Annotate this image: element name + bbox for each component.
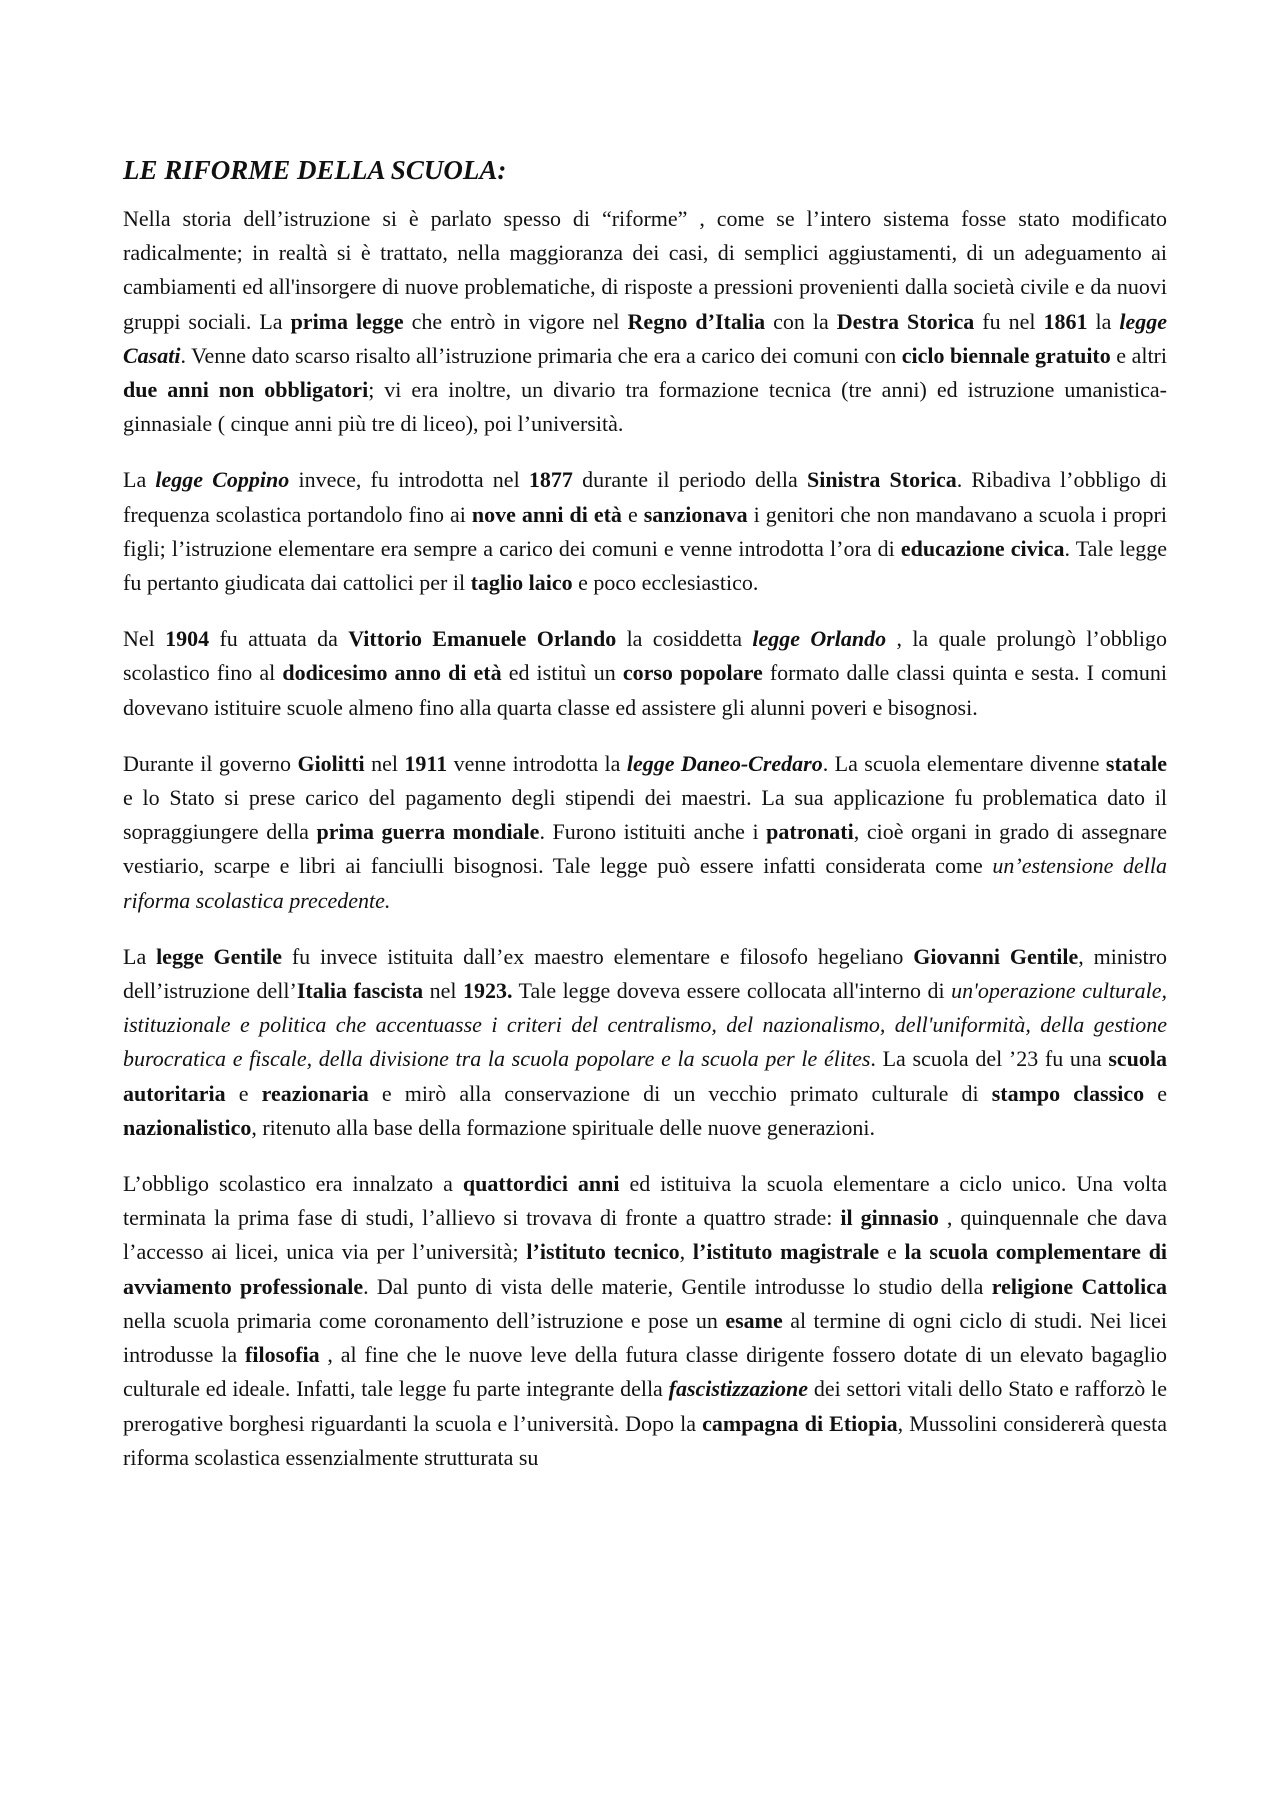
emphasis-text: statale: [1105, 750, 1167, 776]
emphasis-text: legge Coppino: [155, 467, 290, 493]
text-run: e: [225, 1080, 262, 1106]
text-run: nel: [364, 750, 405, 776]
emphasis-text: un'operazione culturale, istituzionale e politica che accentuasse i criteri del centralismo, del nazionalismo, dell'uniformità, della gestione burocratica e fiscale, della divisione tra la scuola popolare e la scuola per le élites: [123, 978, 1167, 1072]
text-run: e altri: [1110, 342, 1167, 368]
text-run: al termine di ogni ciclo di studi. Nei licei introdusse la: [123, 1307, 1167, 1368]
emphasis-text: reazionaria: [261, 1080, 369, 1106]
emphasis-text: legge Orlando: [752, 626, 887, 652]
emphasis-text: campagna di Etiopia: [702, 1410, 898, 1436]
text-run: . Ribadiva l’obbligo di frequenza scolastica portandolo fino ai: [123, 467, 1168, 527]
emphasis-text: legge Casati: [123, 308, 1167, 368]
emphasis-text: religione Cattolica: [991, 1273, 1167, 1299]
text-run: La: [123, 467, 156, 493]
emphasis-text: un’estensione della riforma scolastica precedente.: [123, 853, 1167, 913]
text-run: nel: [423, 978, 463, 1004]
text-run: . Furono istituiti anche i: [539, 819, 767, 845]
text-run: fu invece istituita dall’ex maestro elementare e filosofo hegeliano: [282, 943, 914, 969]
emphasis-text: Giovanni Gentile: [913, 943, 1079, 969]
emphasis-text: educazione civica: [900, 535, 1065, 561]
emphasis-text: nazionalistico: [123, 1114, 252, 1140]
emphasis-text: Italia fascista: [296, 978, 424, 1004]
emphasis-text: stampo classico: [991, 1080, 1145, 1106]
emphasis-text: prima guerra mondiale: [316, 819, 540, 845]
text-run: , ritenuto alla base della formazione spirituale delle nuove generazioni.: [251, 1114, 876, 1140]
text-run: durante il periodo della: [572, 467, 807, 493]
emphasis-text: 1911: [404, 750, 448, 776]
text-run: invece, fu introdotta nel: [289, 467, 529, 493]
emphasis-text: la scuola complementare di avviamento professionale: [123, 1239, 1168, 1299]
text-run: fu attuata da: [209, 626, 349, 652]
emphasis-text: esame: [725, 1307, 783, 1333]
text-run: , la quale prolungò l’obbligo scolastico fino al: [123, 626, 1167, 686]
text-run: e lo Stato si prese carico del pagamento degli stipendi dei maestri. La sua applicazione fu problematica dato il sopraggiungere della: [123, 785, 1167, 845]
text-run: e mirò alla conservazione di un vecchio primato culturale di: [368, 1080, 992, 1106]
paragraph: [123, 747, 1167, 918]
text-run: con la: [765, 308, 837, 334]
text-run: La: [123, 943, 157, 969]
emphasis-text: due anni non obbligatori: [123, 377, 369, 403]
text-run: , ministro dell’istruzione dell’: [123, 943, 1167, 1004]
emphasis-text: Vittorio Emanuele Orlando: [348, 626, 617, 652]
text-run: ; vi era inoltre, un divario tra formazione tecnica (tre anni) ed istruzione umanistica-ginnasiale ( cinque anni più tre di liceo), poi l’università.: [123, 377, 1167, 437]
text-run: ,: [679, 1239, 693, 1265]
text-run: . La scuola elementare divenne: [822, 750, 1106, 776]
document-title: LE RIFORME DELLA SCUOLA:: [123, 155, 507, 185]
emphasis-text: scuola autoritaria: [123, 1046, 1167, 1106]
emphasis-text: Giolitti: [297, 750, 365, 776]
emphasis-text: ciclo biennale gratuito: [901, 342, 1111, 368]
paragraph: [123, 463, 1167, 600]
text-run: Durante il governo: [123, 750, 298, 776]
text-run: . Venne dato scarso risalto all’istruzione primaria che era a carico dei comuni con: [180, 342, 902, 368]
text-run: fu nel: [974, 308, 1044, 334]
text-run: . La scuola del ’23 fu una: [870, 1046, 1109, 1072]
text-run: ed istituiva la scuola elementare a ciclo unico. Una volta terminata la prima fase di studi, l’allievo si trovava di fronte a quattro strade:: [123, 1171, 1167, 1231]
text-run: Tale legge doveva essere collocata all'interno di: [512, 978, 952, 1004]
paragraph: [123, 1167, 1167, 1475]
emphasis-text: corso popolare: [622, 660, 763, 686]
text-run: la: [1087, 308, 1120, 334]
emphasis-text: patronati: [766, 819, 854, 845]
emphasis-text: 1861: [1043, 308, 1088, 334]
text-run: , al fine che le nuove leve della futura classe dirigente fossero dotate di un elevato bagaglio culturale ed ideale. Infatti, tale legge fu parte integrante della: [123, 1342, 1167, 1402]
text-run: Nel: [123, 626, 166, 652]
text-run: e: [1144, 1080, 1168, 1106]
emphasis-text: il ginnasio: [840, 1205, 939, 1231]
text-run: , quinquennale che dava l’accesso ai licei, unica via per l’università;: [123, 1205, 1167, 1265]
text-run: dei settori vitali dello Stato e rafforzò le prerogative borghesi riguardanti la scuola e l’università. Dopo la: [123, 1376, 1167, 1436]
document-body: [123, 152, 1167, 1497]
text-run: Nella storia dell’istruzione si è parlato spesso di “riforme” , come se l’intero sistema fosse stato modificato radicalmente; in realtà si è trattato, nella maggioranza dei casi, di semplici aggiustamenti, di un adeguamento ai cambiamenti ed all'insorgere di nuove problematiche, di risposte a pressioni provenienti dalla società civile e da nuovi gruppi sociali. La: [123, 206, 1167, 334]
emphasis-text: filosofia: [245, 1342, 320, 1368]
text-run: che entrò in vigore nel: [403, 308, 628, 334]
emphasis-text: dodicesimo anno di età: [282, 660, 502, 686]
text-run: , Mussolini considererà questa riforma scolastica essenzialmente strutturata su: [123, 1410, 1168, 1470]
text-run: nella scuola primaria come coronamento dell’istruzione e pose un: [123, 1307, 726, 1333]
paragraph: [123, 622, 1167, 725]
emphasis-text: quattordici anni: [462, 1171, 620, 1197]
emphasis-text: 1923.: [462, 978, 513, 1004]
emphasis-text: legge Daneo-Credaro: [626, 750, 823, 776]
text-run: , cioè organi in grado di assegnare vestiario, scarpe e libri ai fanciulli bisognosi. Tale legge può essere infatti considerata come: [123, 819, 1167, 879]
emphasis-text: l’istituto magistrale: [692, 1239, 880, 1265]
emphasis-text: sanzionava: [643, 501, 748, 527]
emphasis-text: 1904: [165, 626, 210, 652]
paragraph: [123, 940, 1167, 1145]
emphasis-text: l’istituto tecnico: [526, 1239, 680, 1265]
text-run: venne introdotta la: [447, 750, 627, 776]
paragraph-list: [123, 202, 1167, 1475]
emphasis-text: nove anni di età: [471, 501, 622, 527]
text-run: . Dal punto di vista delle materie, Gentile introdusse lo studio della: [363, 1273, 992, 1299]
text-run: ed istituì un: [501, 660, 623, 686]
emphasis-text: taglio laico: [470, 570, 573, 596]
text-run: e poco ecclesiastico.: [572, 570, 759, 596]
emphasis-text: Destra Storica: [836, 308, 975, 334]
paragraph: [123, 202, 1167, 441]
text-run: i genitori che non mandavano a scuola i propri figli; l’istruzione elementare era sempre a carico dei comuni e venne introdotta l’ora di: [123, 501, 1167, 561]
emphasis-text: 1877: [528, 467, 573, 493]
emphasis-text: legge Gentile: [156, 943, 282, 969]
text-run: L’obbligo scolastico era innalzato a: [123, 1171, 463, 1197]
text-run: e: [621, 501, 644, 527]
emphasis-text: fascistizzazione: [668, 1376, 809, 1402]
emphasis-text: Regno d’Italia: [627, 308, 766, 334]
text-run: e: [879, 1239, 905, 1265]
emphasis-text: Sinistra Storica: [806, 467, 957, 493]
text-run: formato dalle classi quinta e sesta. I comuni dovevano istituire scuole almeno fino alla quarta classe ed assistere gli alunni poveri e bisognosi.: [123, 660, 1168, 720]
emphasis-text: prima legge: [290, 308, 404, 334]
text-run: la cosiddetta: [616, 626, 753, 652]
text-run: . Tale legge fu pertanto giudicata dai cattolici per il: [123, 535, 1167, 596]
